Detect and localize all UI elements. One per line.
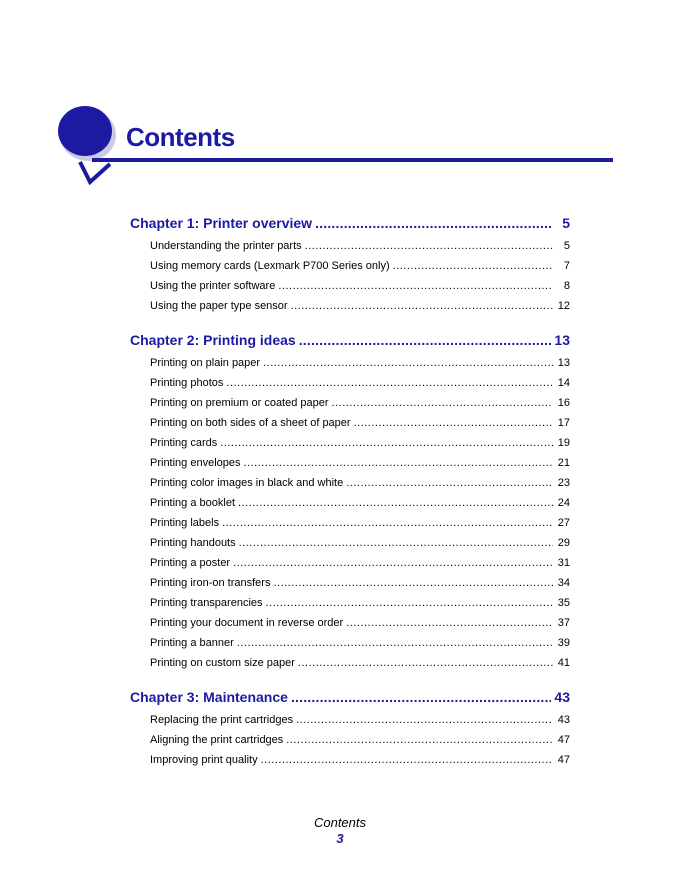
toc-entry-title: Improving print quality	[150, 754, 258, 766]
toc-entry-title: Printing on both sides of a sheet of paper	[150, 417, 351, 429]
toc-leader-dots	[286, 734, 553, 746]
toc-entry[interactable]	[150, 417, 570, 437]
toc-chapter-page: 13	[554, 332, 570, 348]
toc-leader-dots	[239, 537, 553, 549]
toc-chapter-heading[interactable]	[130, 689, 570, 709]
toc-entry-page: 39	[557, 637, 570, 649]
toc-entry-title: Printing color images in black and white	[150, 477, 344, 489]
toc-entry[interactable]	[150, 637, 570, 657]
toc-chapter-title: Chapter 1: Printer overview	[130, 215, 313, 231]
toc-leader-dots	[291, 300, 553, 312]
toc-chapter-title: Chapter 3: Maintenance	[130, 689, 288, 705]
footer-page-number: 3	[336, 831, 344, 846]
toc-entry[interactable]	[150, 377, 570, 397]
toc-chapter	[130, 215, 570, 320]
toc-entry[interactable]	[150, 477, 570, 497]
footer-label: Contents	[313, 815, 367, 830]
toc-chapter-heading[interactable]	[130, 332, 570, 352]
toc-entry[interactable]	[150, 537, 570, 557]
toc-entry-page: 37	[557, 617, 570, 629]
toc-leader-dots	[296, 714, 553, 726]
toc-entry-title: Printing a poster	[150, 557, 231, 569]
toc-entry-page: 43	[557, 714, 570, 726]
toc-leader-dots	[346, 477, 553, 489]
toc-chapter	[130, 689, 570, 774]
toc-entry[interactable]	[150, 397, 570, 417]
toc-entry-page: 19	[557, 437, 570, 449]
toc-entry-title: Printing on plain paper	[150, 357, 261, 369]
toc-entry-page: 34	[557, 577, 570, 589]
toc-chapter-page: 5	[562, 215, 570, 231]
toc-leader-dots	[263, 357, 553, 369]
toc-entry-page: 24	[557, 497, 570, 509]
toc-entry-page: 29	[557, 537, 570, 549]
title-rule	[92, 158, 613, 162]
page-title: Contents	[126, 122, 235, 152]
toc-entry-page: 5	[563, 240, 570, 252]
toc-entry-title: Aligning the print cartridges	[150, 734, 284, 746]
toc-entry-page: 47	[557, 754, 570, 766]
toc-entry[interactable]	[150, 657, 570, 677]
table-of-contents	[130, 215, 570, 786]
toc-entry-title: Printing a booklet	[150, 497, 235, 509]
chapter-logo-icon	[52, 100, 122, 185]
toc-entry-title: Replacing the print cartridges	[150, 714, 294, 726]
toc-entry-page: 27	[557, 517, 570, 529]
toc-leader-dots	[346, 617, 553, 629]
page-footer	[0, 815, 680, 846]
toc-entry-page: 12	[557, 300, 570, 312]
toc-entry-page: 16	[557, 397, 570, 409]
toc-entry[interactable]	[150, 437, 570, 457]
toc-leader-dots	[238, 497, 553, 509]
toc-entry[interactable]	[150, 357, 570, 377]
toc-entry[interactable]	[150, 457, 570, 477]
toc-leader-dots	[261, 754, 553, 766]
toc-entry-title: Printing on custom size paper	[150, 657, 295, 669]
toc-leader-dots	[233, 557, 553, 569]
toc-entry-page: 14	[557, 377, 570, 389]
toc-entry-page: 7	[563, 260, 570, 272]
toc-entry-page: 8	[563, 280, 570, 292]
toc-chapter	[130, 332, 570, 677]
toc-entry-title: Printing photos	[150, 377, 224, 389]
toc-leader-dots	[278, 280, 553, 292]
toc-entry[interactable]	[150, 734, 570, 754]
toc-chapter-title: Chapter 2: Printing ideas	[130, 332, 296, 348]
toc-entry-page: 21	[557, 457, 570, 469]
toc-leader-dots	[291, 689, 551, 705]
toc-entry[interactable]	[150, 280, 570, 300]
toc-entry-title: Printing transparencies	[150, 597, 263, 609]
toc-entry-title: Printing iron-on transfers	[150, 577, 271, 589]
toc-entry[interactable]	[150, 597, 570, 617]
toc-entry[interactable]	[150, 497, 570, 517]
toc-leader-dots	[226, 377, 553, 389]
toc-entry-title: Printing a banner	[150, 637, 234, 649]
toc-leader-dots	[244, 457, 553, 469]
toc-leader-dots	[332, 397, 553, 409]
toc-entry-title: Printing on premium or coated paper	[150, 397, 329, 409]
toc-entry[interactable]	[150, 240, 570, 260]
toc-leader-dots	[266, 597, 553, 609]
toc-leader-dots	[222, 517, 553, 529]
toc-entry-page: 17	[557, 417, 570, 429]
toc-entry-title: Printing cards	[150, 437, 218, 449]
toc-entry[interactable]	[150, 517, 570, 537]
toc-leader-dots	[305, 240, 553, 252]
toc-entry-title: Printing handouts	[150, 537, 236, 549]
toc-entry-title: Using the printer software	[150, 280, 276, 292]
toc-entry[interactable]	[150, 754, 570, 774]
toc-entry-title: Printing your document in reverse order	[150, 617, 344, 629]
toc-entry-page: 41	[557, 657, 570, 669]
toc-entry-page: 13	[557, 357, 570, 369]
toc-entry-page: 31	[557, 557, 570, 569]
toc-entry[interactable]	[150, 300, 570, 320]
toc-entry-page: 35	[557, 597, 570, 609]
toc-leader-dots	[393, 260, 553, 272]
toc-leader-dots	[273, 577, 553, 589]
toc-leader-dots	[354, 417, 553, 429]
toc-leader-dots	[220, 437, 553, 449]
toc-entry[interactable]	[150, 557, 570, 577]
toc-leader-dots	[315, 215, 553, 231]
toc-entry-title: Printing envelopes	[150, 457, 241, 469]
toc-entry-title: Understanding the printer parts	[150, 240, 302, 252]
toc-entry[interactable]	[150, 714, 570, 734]
toc-entry[interactable]	[150, 577, 570, 597]
toc-chapter-page: 43	[554, 689, 570, 705]
toc-entry-title: Printing labels	[150, 517, 220, 529]
toc-leader-dots	[298, 657, 553, 669]
toc-entry-title: Using memory cards (Lexmark P700 Series only)	[150, 260, 390, 272]
toc-entry[interactable]	[150, 617, 570, 637]
toc-entry[interactable]	[150, 260, 570, 280]
toc-chapter-heading[interactable]	[130, 215, 570, 235]
toc-leader-dots	[237, 637, 553, 649]
toc-entry-title: Using the paper type sensor	[150, 300, 288, 312]
toc-entry-page: 47	[557, 734, 570, 746]
toc-leader-dots	[299, 332, 552, 348]
toc-entry-page: 23	[557, 477, 570, 489]
